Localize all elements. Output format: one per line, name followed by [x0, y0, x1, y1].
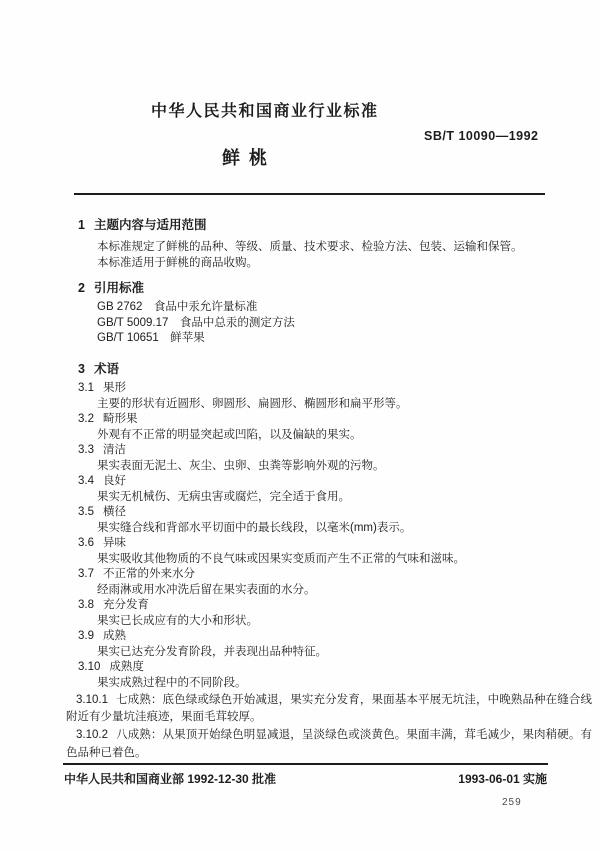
reference-item: GB/T 10651 鲜苹果 [97, 332, 205, 344]
term-heading [0, 660, 600, 676]
page-number: 259 [502, 797, 522, 808]
section-2-title: 引用标准 [93, 281, 144, 295]
standard-number: SB/T 10090—1992 [424, 129, 539, 143]
header-divider [74, 193, 545, 195]
section-2-body [97, 300, 295, 347]
subterm-number: 3.10.2 [76, 729, 108, 742]
approval-text: 中华人民共和国商业部 1992-12-30 批准 [64, 772, 277, 786]
term-heading [0, 629, 600, 645]
footer [64, 770, 547, 787]
term-heading [0, 598, 600, 614]
subterm-text: 八成熟：从果顶开始绿色明显减退，呈淡绿色或淡黄色。果面丰满，茸毛减少，果肉稍硬。有色品种已着色。 [66, 729, 592, 759]
term-number: 3.1 [78, 382, 94, 394]
subterm-paragraph [66, 692, 592, 726]
section-2-number: 2 [78, 281, 85, 295]
term-number: 3.9 [78, 630, 94, 642]
term-heading [0, 505, 600, 521]
subterm-number: 3.10.1 [76, 694, 108, 706]
term-definition: 果实缝合线和背部水平切面中的最长线段，以毫米(mm)表示。 [97, 521, 412, 534]
term-title: 异味 [103, 537, 126, 549]
implementation-text: 1993-06-01 实施 [458, 772, 547, 786]
term-number: 3.2 [78, 413, 94, 425]
term-heading [0, 412, 600, 428]
term-heading [0, 443, 600, 459]
subterm-text: 七成熟：底色绿或绿色开始减退，果实充分发育，果面基本平展无坑洼，中晚熟品种在缝合线附近有少量坑洼痕迹，果面毛茸较厚。 [66, 694, 592, 724]
reference-item: GB/T 5009.17 食品中总汞的测定方法 [97, 316, 295, 329]
section-3-title: 术语 [93, 362, 119, 376]
section-1-paragraph: 本标准适用于鲜桃的商品收购。 [97, 256, 258, 269]
term-definition: 果实已达充分发育阶段，并表现出品种特征。 [97, 645, 327, 658]
section-1-paragraph: 本标准规定了鲜桃的品种、等级、质量、技术要求、检验方法、包装、运输和保管。 [97, 241, 523, 253]
term-number: 3.8 [78, 599, 94, 611]
section-3-number: 3 [78, 362, 85, 376]
term-definition: 果实吸收其他物质的不良气味或因果实变质而产生不正常的气味和滋味。 [97, 552, 465, 565]
term-number: 3.3 [78, 444, 94, 456]
subterm-paragraph [66, 727, 592, 761]
footer-divider [63, 763, 548, 765]
term-title: 良好 [103, 475, 126, 487]
section-2-heading [78, 278, 144, 296]
term-definition: 外观有不正常的明显突起或凹陷，以及偏缺的果实。 [97, 428, 362, 441]
term-definition: 果实已长成应有的大小和形状。 [97, 614, 258, 627]
section-1-heading [78, 215, 206, 233]
term-definition: 果实表面无泥土、灰尘、虫卵、虫粪等影响外观的污物。 [97, 459, 385, 472]
organization-title: 中华人民共和国商业行业标准 [151, 103, 379, 120]
section-1-title: 主题内容与适用范围 [93, 218, 207, 232]
term-title: 成熟 [103, 630, 126, 642]
term-title: 清洁 [103, 444, 126, 456]
term-heading [0, 474, 600, 490]
term-number: 3.10 [78, 661, 101, 673]
term-definition: 经雨淋或用水冲洗后留在果实表面的水分。 [97, 583, 316, 596]
term-title: 成熟度 [109, 661, 144, 673]
document-title: 鲜桃 [222, 148, 276, 168]
term-definition: 主要的形状有近圆形、卵圆形、扁圆形、椭圆形和扁平形等。 [97, 397, 408, 410]
term-number: 3.5 [78, 506, 94, 518]
term-definition: 果实成熟过程中的不同阶段。 [97, 676, 247, 689]
term-title: 畸形果 [103, 413, 138, 425]
term-title: 果形 [103, 382, 126, 394]
terms-list [0, 381, 600, 762]
term-number: 3.6 [78, 537, 94, 549]
section-3-heading [78, 359, 119, 377]
section-1-body [97, 240, 523, 271]
term-heading [0, 381, 600, 397]
term-number: 3.7 [78, 568, 94, 580]
reference-item: GB 2762 食品中汞允许量标准 [97, 301, 258, 313]
term-definition: 果实无机械伤、无病虫害或腐烂，完全适于食用。 [97, 490, 350, 503]
term-number: 3.4 [78, 475, 94, 487]
term-heading [0, 536, 600, 552]
term-heading [0, 567, 600, 583]
term-title: 充分发育 [103, 599, 149, 611]
term-title: 不正常的外来水分 [103, 568, 195, 580]
section-1-number: 1 [78, 218, 85, 232]
term-title: 横径 [103, 506, 126, 518]
